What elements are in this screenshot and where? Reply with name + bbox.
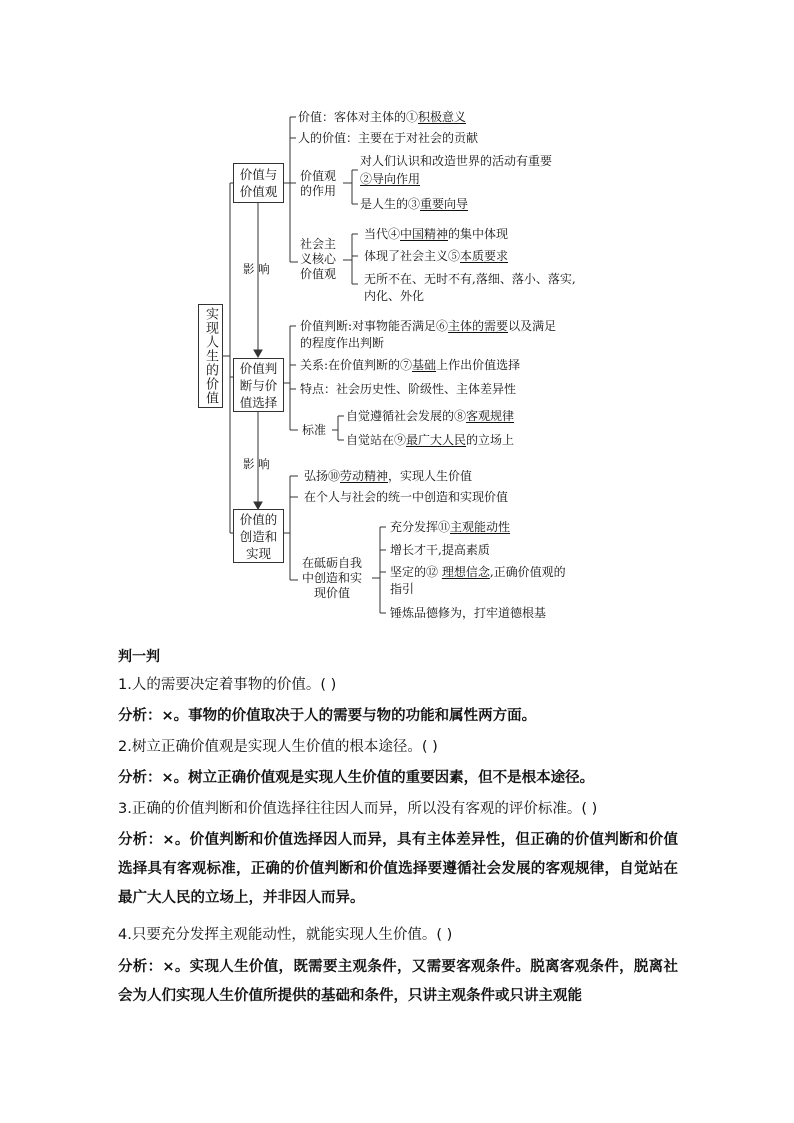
- core-line-3: 无所不在、无时不有,落细、落小、落实,: [364, 272, 576, 286]
- branch2-label: 价值判 断与价 值选择: [239, 360, 278, 410]
- answer-4: 中国精神: [400, 227, 449, 241]
- section-title: 判一判: [118, 649, 160, 665]
- features-line: 特点：社会历史性、阶级性、主体差异性: [300, 382, 517, 396]
- function-line-1: 对人们认识和改造世界的活动有重要: [360, 154, 553, 168]
- answer-3: 重要向导: [420, 197, 469, 211]
- answer-10: 劳动精神: [340, 469, 389, 483]
- question-3: 3.正确的价值判断和价值选择往往因人而异，所以没有客观的评价标准。( ): [118, 801, 598, 817]
- influence-label-1: 影 响: [243, 262, 270, 276]
- core-line-4: 内化、外化: [364, 289, 425, 303]
- core-values-label: 社会主 义核心 价值观: [300, 237, 337, 281]
- influence-label-2: 影 响: [243, 457, 270, 471]
- value-definition: 价值：客体对主体的①积极意义: [298, 110, 467, 124]
- self-tempering-label: 在砥砺自我 中创造和实 现价值: [302, 556, 363, 600]
- answer-analysis-3: 分析：×。价值判断和价值选择因人而异，具有主体差异性，但正确的价值判断和价值选择具有客观标准，正确的价值判断和价值选择要遵循社会发展的客观规律，自觉站在最广大人民的立场上，并非因人而异。: [118, 832, 678, 906]
- core-line-2: 体现了社会主义⑤本质要求: [364, 249, 509, 263]
- answer-7: 基础: [412, 358, 437, 372]
- answer-1: 积极意义: [418, 110, 467, 124]
- root-label: 实现人生的价值: [203, 307, 218, 405]
- root-node: [198, 304, 223, 408]
- answer-analysis-4: 分析：×。实现人生价值，既需要主观条件，又需要客观条件。脱离客观条件，脱离社会为人们实现人生价值所提供的基础和条件，只讲主观条件或只讲主观能: [118, 959, 678, 1004]
- answer-6: 主体的需要: [448, 319, 509, 333]
- answer-analysis-1: 分析：×。事物的价值取决于人的需要与物的功能和属性两方面。: [118, 708, 537, 724]
- labor-spirit-line: 弘扬⑩劳动精神，实现人生价值: [304, 469, 473, 483]
- question-4: 4.只要充分发挥主观能动性，就能实现人生价值。( ): [118, 927, 453, 943]
- judgment-line-1: 价值判断:对事物能否满足⑥主体的需要以及满足: [300, 319, 557, 333]
- question-2: 2.树立正确价值观是实现人生价值的根本途径。( ): [118, 739, 438, 755]
- answer-8: 客观规律: [466, 409, 515, 423]
- function-line-2: [360, 171, 420, 187]
- branch1-label: 价值与 价值观: [239, 167, 278, 199]
- branch3-label: 价值的 创造和 实现: [239, 511, 278, 561]
- tempering-line-5: 锤炼品德修为，打牢道德根基: [390, 606, 547, 620]
- answer-2: ②导向作用: [360, 172, 421, 186]
- judgment-line-2: 的程度作出判断: [300, 336, 385, 350]
- answer-12: 理想信念: [441, 565, 490, 579]
- answer-11: 主观能动性: [450, 520, 511, 534]
- standard-line-1: 自觉遵循社会发展的⑧客观规律: [346, 409, 515, 423]
- tempering-line-4: 指引: [390, 582, 415, 596]
- answer-9: 最广大人民: [406, 433, 467, 447]
- answer-5: 本质要求: [460, 249, 509, 263]
- answer-analysis-2: 分析：×。树立正确价值观是实现人生价值的重要因素，但不是根本途径。: [118, 770, 595, 786]
- tempering-line-2: 增长才干,提高素质: [390, 543, 490, 557]
- standard-line-2: 自觉站在⑨最广大人民的立场上: [346, 433, 515, 447]
- core-line-1: 当代④中国精神的集中体现: [364, 227, 509, 241]
- branch3-box: [233, 509, 284, 563]
- branch2-box: [233, 358, 284, 412]
- branch1-box: [233, 163, 284, 203]
- values-function-label: 价值观 的作用: [300, 169, 337, 198]
- question-1: 1.人的需要决定着事物的价值。( ): [118, 677, 337, 693]
- function-line-3: 是人生的③重要向导: [360, 197, 469, 211]
- relation-line: 关系:在价值判断的⑦基础上作出价值选择: [300, 358, 521, 372]
- tempering-line-3: 坚定的⑫ 理想信念,正确价值观的: [390, 565, 566, 579]
- standard-label: 标准: [302, 423, 327, 437]
- tempering-line-1: 充分发挥⑪主观能动性: [390, 520, 511, 534]
- human-value: 人的价值：主要在于对社会的贡献: [298, 131, 479, 145]
- unity-line: 在个人与社会的统一中创造和实现价值: [304, 490, 509, 504]
